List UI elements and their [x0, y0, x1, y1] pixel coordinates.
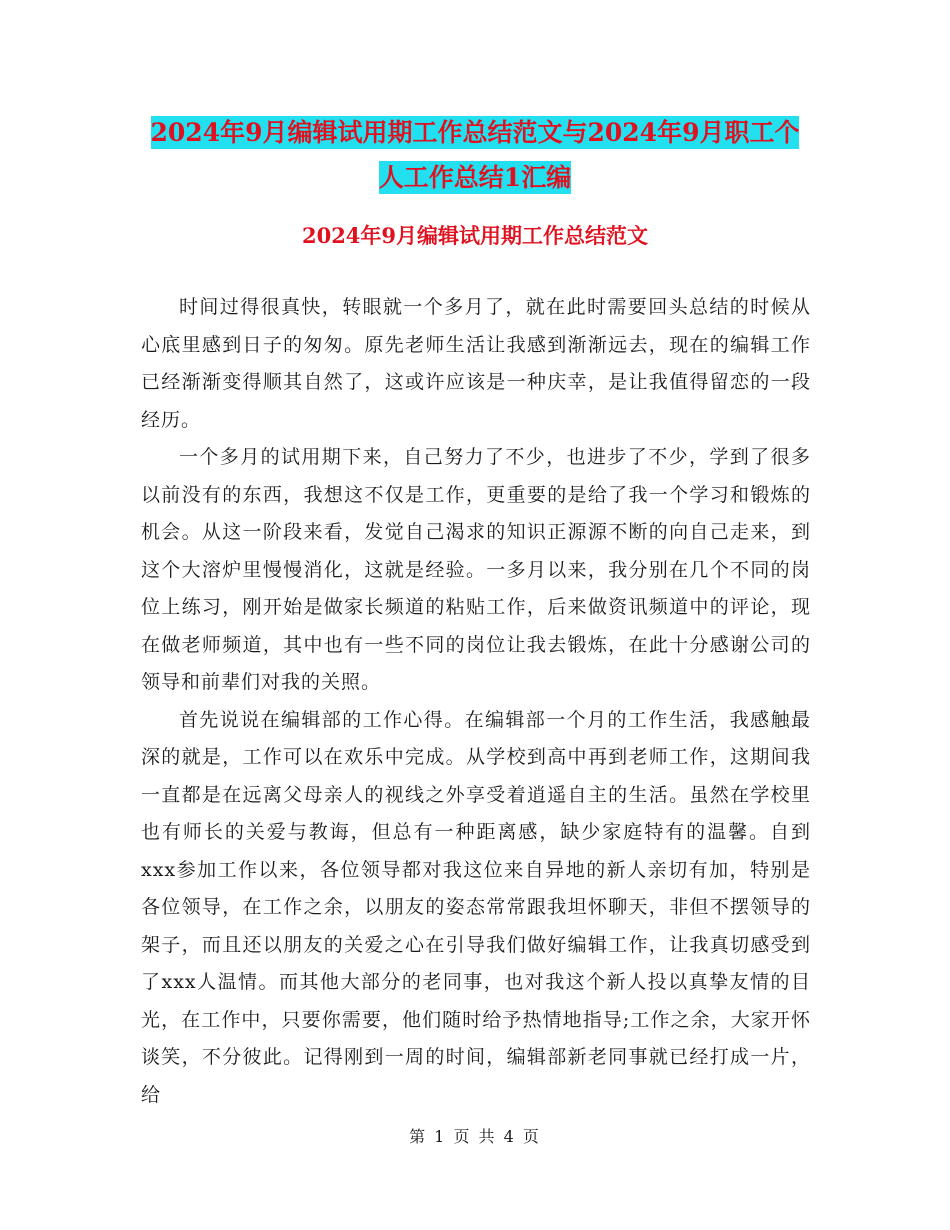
paragraph: 一个多月的试用期下来，自己努力了不少，也进步了不少，学到了很多以前没有的东西，我想这不仅是工作，更重要的是给了我一个学习和锻炼的机会。从这一阶段来看，发觉自己渴求的知识正源源不断的向自己走来，到这个大溶炉里慢慢消化，这就是经验。一多月以来，我分别在几个不同的岗位上练习，刚开始是做家长频道的粘贴工作，后来做资讯频道中的评论，现在做老师频道，其中也有一些不同的岗位让我去锻炼，在此十分感谢公司的领导和前辈们对我的关照。: [141, 446, 811, 693]
page-number: 第 1 页 共 4 页: [409, 1127, 541, 1146]
document-body: [141, 289, 811, 1114]
title-highlight: 2024年9月编辑试用期工作总结范文与2024年9月职工个人工作总结1汇编: [150, 118, 800, 192]
document-title: [140, 110, 810, 200]
section-title: 2024年9月编辑试用期工作总结范文: [301, 223, 649, 248]
paragraph: 时间过得很真快，转眼就一个多月了，就在此时需要回头总结的时候从心底里感到日子的匆匆。原先老师生活让我感到渐渐远去，现在的编辑工作已经渐渐变得顺其自然了，这或许应该是一种庆幸，是让我值得留恋的一段经历。: [141, 296, 811, 431]
paragraph: 首先说说在编辑部的工作心得。在编辑部一个月的工作生活，我感触最深的就是，工作可以在欢乐中完成。从学校到高中再到老师工作，这期间我一直都是在远离父母亲人的视线之外享受着逍遥自主的生活。虽然在学校里也有师长的关爱与教诲，但总有一种距离感，缺少家庭特有的温馨。自到xxx参加工作以来，各位领导都对我这位来自异地的新人亲切有加，特别是各位领导，在工作之余，以朋友的姿态常常跟我坦怀聊天，非但不摆领导的架子，而且还以朋友的关爱之心在引导我们做好编辑工作，让我真切感受到了xxx人温情。而其他大部分的老同事，也对我这个新人投以真挚友情的目光，在工作中，只要你需要，他们随时给予热情地指导;工作之余，大家开怀谈笑，不分彼此。记得刚到一周的时间，编辑部新老同事就已经打成一片，给: [141, 708, 811, 1106]
